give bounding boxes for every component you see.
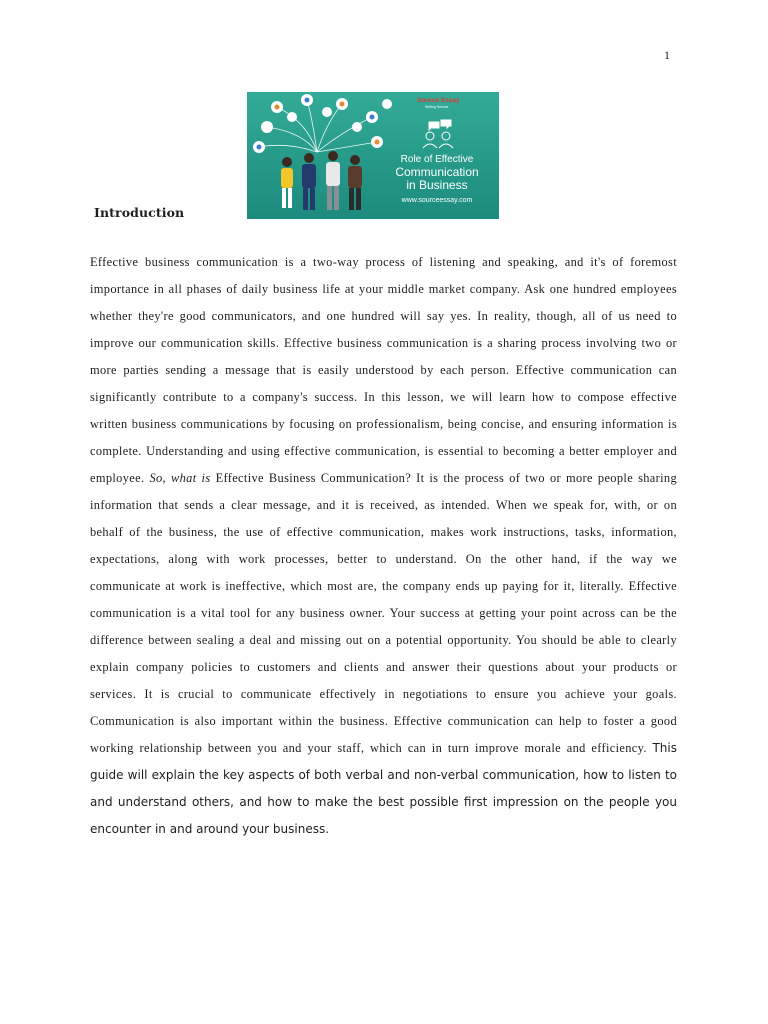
body-text-part1: Effective business communication is a two-way process of listening and speaking, and it's of foremost importance in all phases of daily business life at your middle market company. Ask one hundred employees whether they're good communicators, and one hundred will say yes. In reality, though, all of us need to improve our communication skills. Effective business communication is a sharing process involving two or more parties sending a message that is easily understood by each person. Effective communication can significantly contribute to a company's success. In this lesson, we will learn how to compose effective written business communications by focusing on professionalism, being concise, and ensuring information is complete. Understanding and using effective communication, is essential to becoming a better employer and employee. xyxy=(90,255,677,485)
body-paragraph xyxy=(90,249,677,843)
body-italic-phrase: So, what is xyxy=(149,471,211,485)
svg-text:in Business: in Business xyxy=(406,178,468,192)
svg-text:Communication: Communication xyxy=(395,165,479,179)
svg-text:Role of Effective: Role of Effective xyxy=(400,154,474,165)
page-number: 1 xyxy=(664,48,670,62)
banner-image xyxy=(247,92,499,219)
svg-text:www.sourceessay.com: www.sourceessay.com xyxy=(401,197,473,204)
svg-text:Source Essay: Source Essay xyxy=(417,97,460,104)
section-heading: Introduction xyxy=(94,205,185,220)
body-text-part3: This guide will explain the key aspects of both verbal and non-verbal communication, how to listen to and understand others, and how to make the best possible first impression on the people you encounter in and around your business. xyxy=(90,741,677,836)
svg-text:Writing Service: Writing Service xyxy=(425,105,449,109)
body-text-part2: Effective Business Communication? It is the process of two or more people sharing information that sends a clear message, and it is received, as intended. When we speak for, with, or on behalf of the business, the use of effective communication, makes work instructions, tasks, information, expectations, along with work processes, better to understand. On the other hand, if the way we communicate at work is ineffective, which most are, the company ends up paying for it, literally. Effective communication is a vital tool for any business owner. Your success at getting your point across can be the difference between sealing a deal and missing out on a potential opportunity. You should be able to clearly explain company policies to customers and clients and answer their questions about your products or services. It is crucial to communicate effectively in negotiations to ensure you achieve your goals. Communication is also important within the business. Effective communication can help to foster a good working relationship between you and your staff, which can in turn improve morale and efficiency. xyxy=(90,471,677,755)
